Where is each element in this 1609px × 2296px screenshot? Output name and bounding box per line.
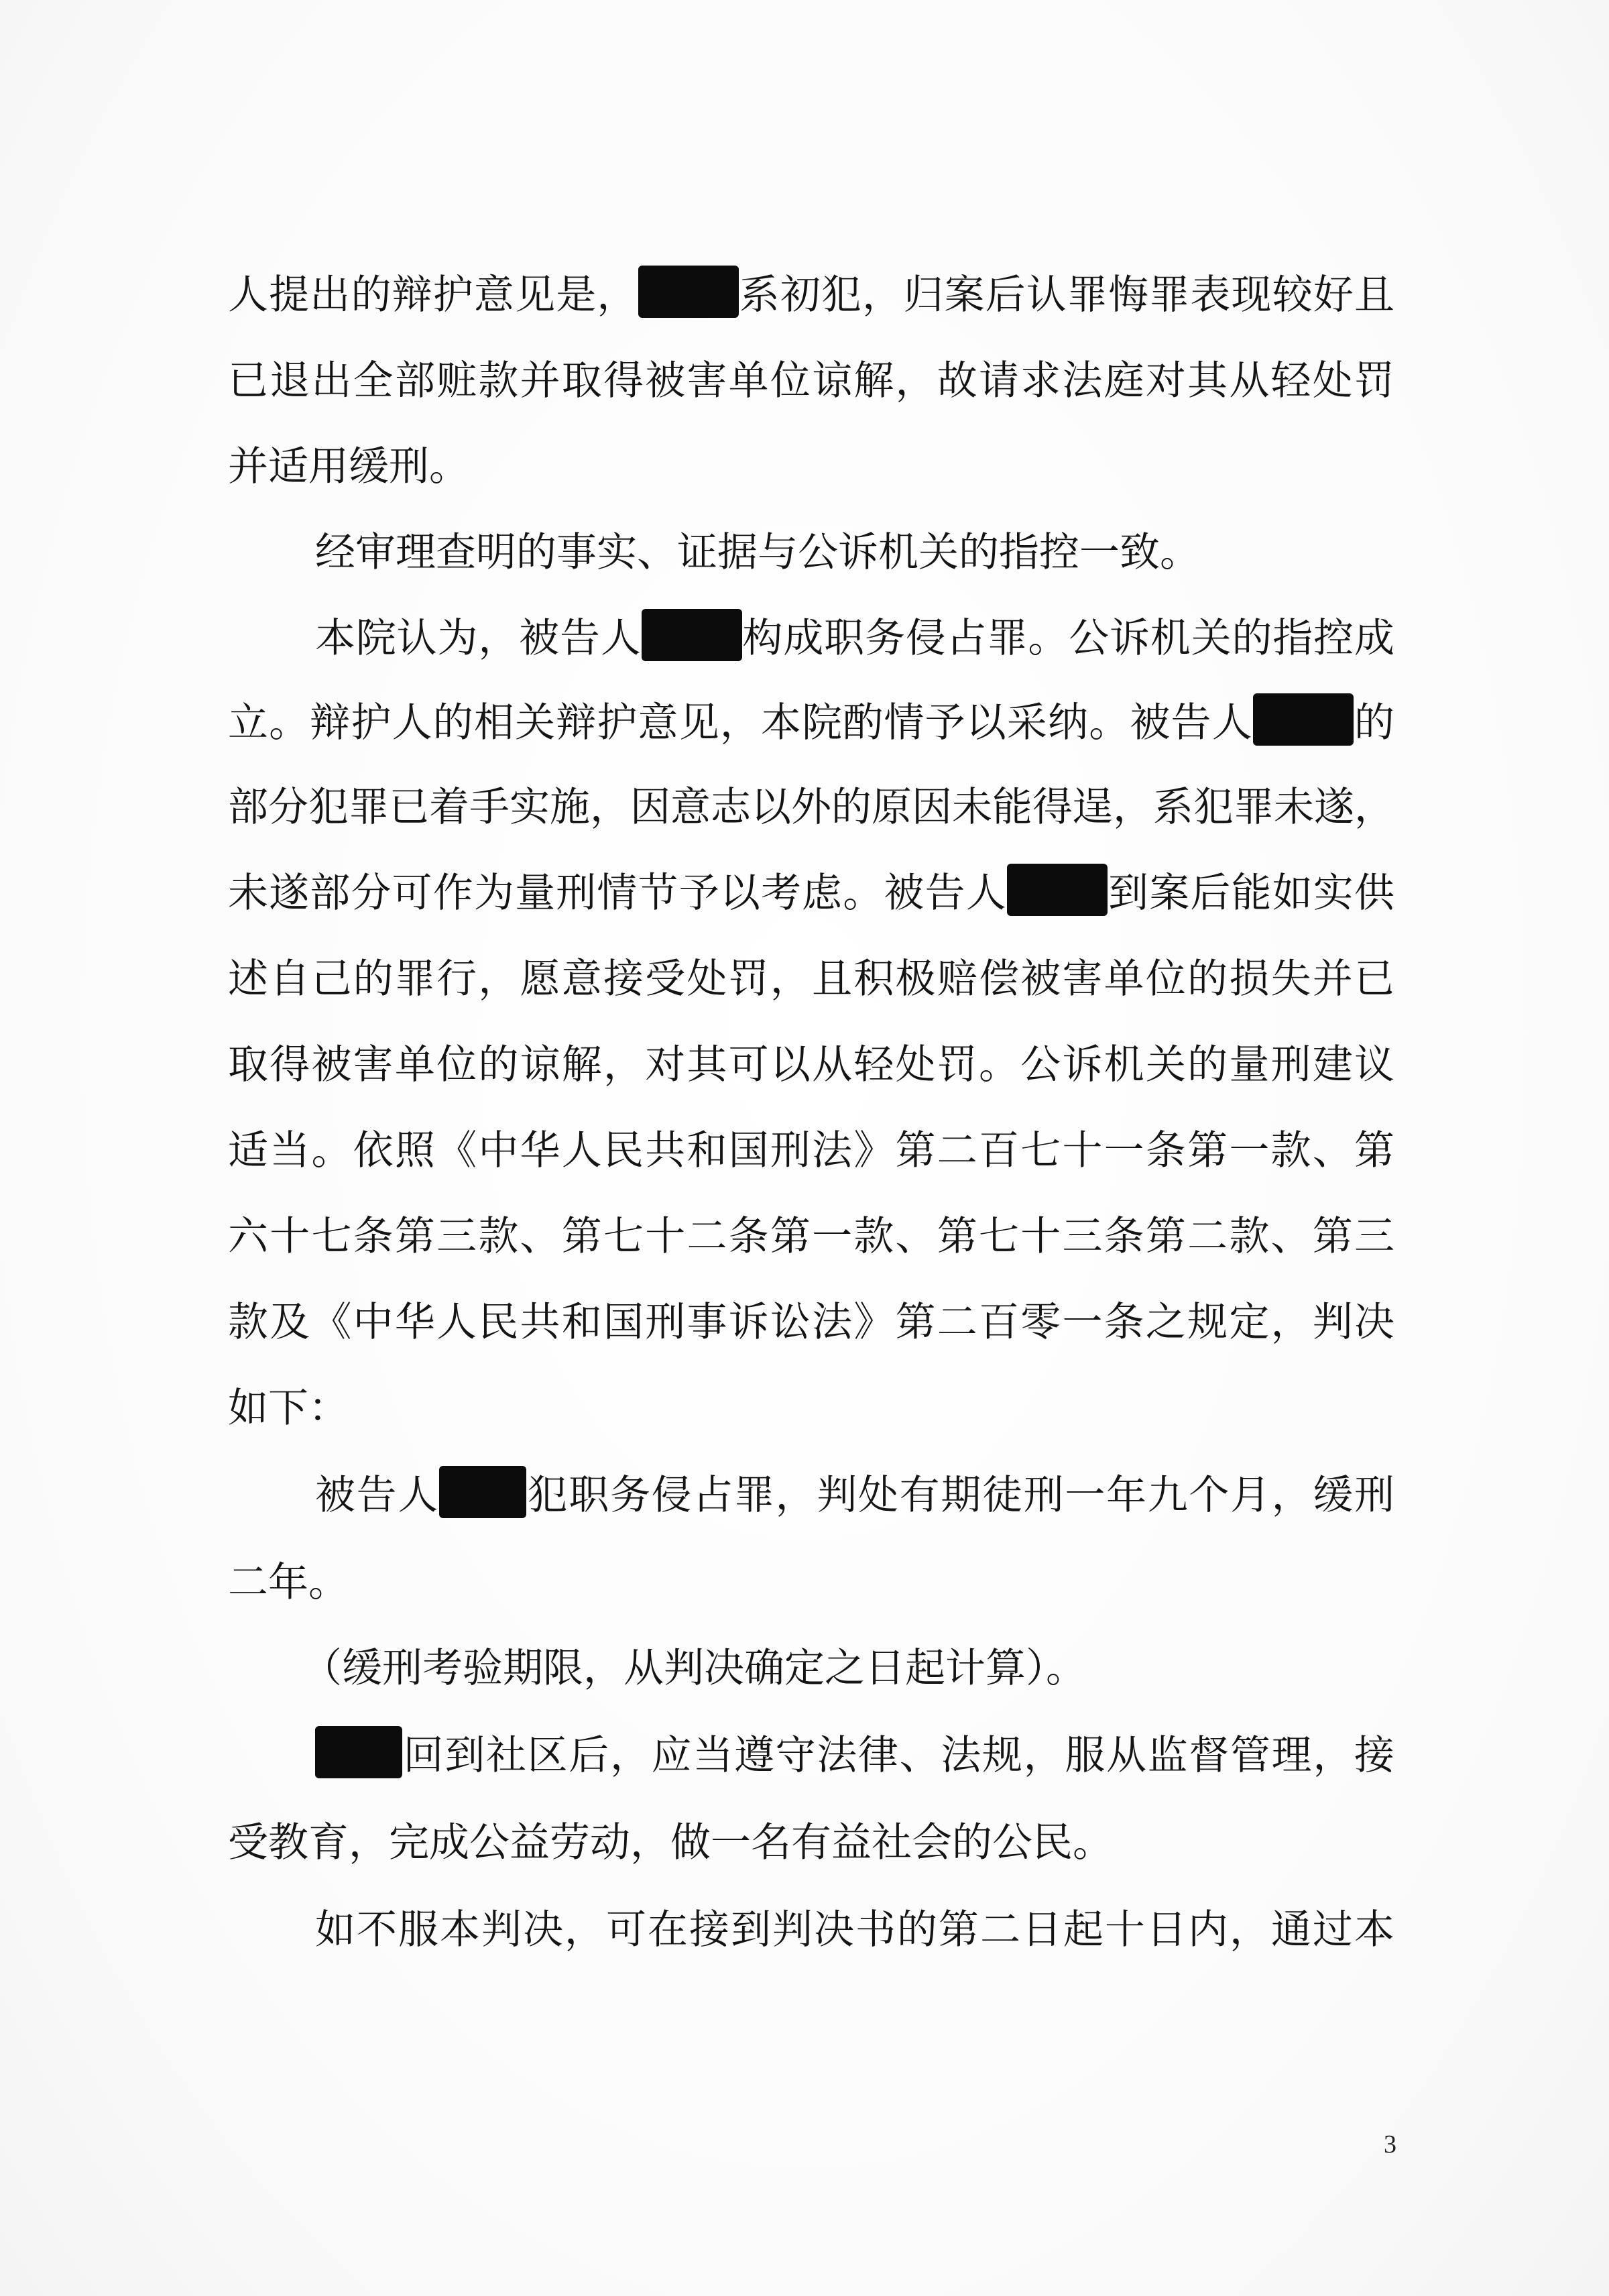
page-number: 3	[1384, 2130, 1396, 2159]
text-line: 被告人 犯职务侵占罪，判处有期徒刑一年九个月，缓刑	[228, 1465, 1394, 1526]
text-line: 部分犯罪已着手实施，因意志以外的原因未能得逞，系犯罪未遂，	[228, 784, 1394, 831]
text-line: 取得被害单位的谅解，对其可以从轻处罚。公诉机关的量刑建议	[228, 1041, 1394, 1088]
text-line: 六十七条第三款、第七十二条第一款、第七十三条第二款、第三	[228, 1213, 1394, 1260]
text-line: 二年。	[228, 1559, 349, 1606]
text-line: 立。辩护人的相关辩护意见，本院酌情予以采纳。被告人 的	[228, 693, 1394, 753]
text-line: 如不服本判决，可在接到判决书的第二日起十日内，通过本	[315, 1906, 1394, 1953]
text-line: 述自己的罪行，愿意接受处罚，且积极赔偿被害单位的损失并已	[228, 956, 1394, 1002]
text-line: 本院认为，被告人 构成职务侵占罪。公诉机关的指控成	[228, 608, 1394, 669]
text-line: （缓刑考验期限，从判决确定之日起计算）。	[302, 1645, 1086, 1692]
redaction-block	[642, 609, 742, 661]
redaction-block	[439, 1466, 526, 1518]
text-line: 如下：	[228, 1385, 349, 1432]
redaction-block	[638, 266, 739, 318]
text-line: 适当。依照《中华人民共和国刑法》第二百七十一条第一款、第	[228, 1127, 1394, 1174]
text-line: 回到社区后，应当遵守法律、法规，服从监督管理，接	[228, 1725, 1394, 1786]
text-line: 款及《中华人民共和国刑事诉讼法》第二百零一条之规定，判决	[228, 1299, 1394, 1346]
redaction-block	[1007, 864, 1108, 916]
text-line: 经审理查明的事实、证据与公诉机关的指控一致。	[315, 529, 1200, 576]
text-line: 人提出的辩护意见是， 系初犯，归案后认罪悔罪表现较好且	[228, 265, 1394, 325]
text-line: 未遂部分可作为量刑情节予以考虑。被告人 到案后能如实供	[228, 863, 1394, 923]
text-line: 受教育，完成公益劳动，做一名有益社会的公民。	[228, 1819, 1113, 1866]
redaction-block	[1253, 693, 1354, 746]
text-line: 并适用缓刑。	[228, 443, 469, 490]
redaction-block	[315, 1726, 402, 1778]
text-line: 已退出全部赃款并取得被害单位谅解，故请求法庭对其从轻处罚	[228, 357, 1394, 404]
